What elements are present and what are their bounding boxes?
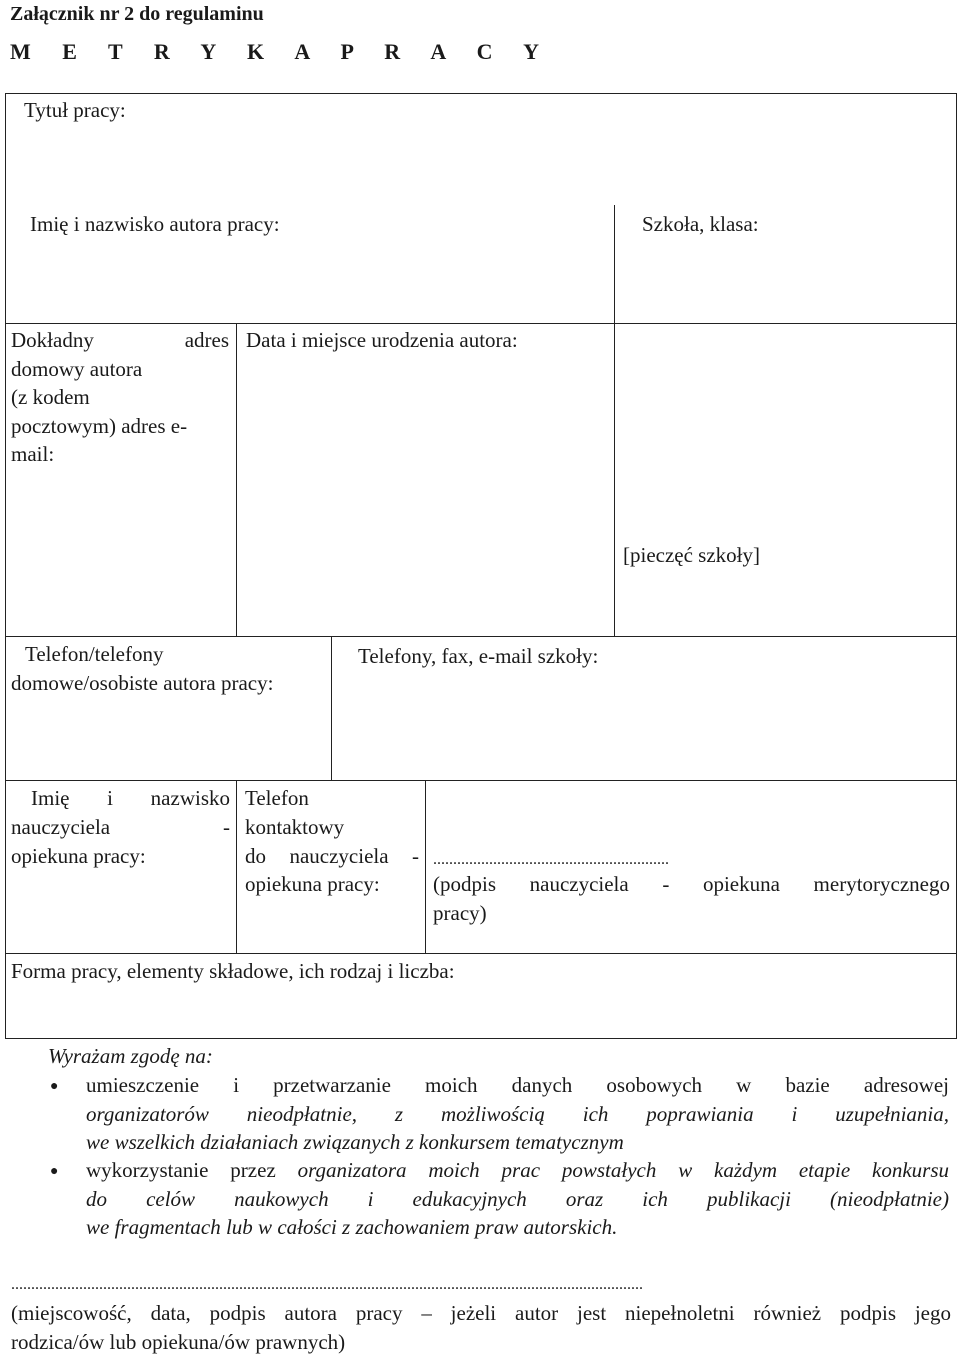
work-title-label: Tytuł pracy: [24,98,126,122]
school-class-label: Szkoła, klasa: [642,212,759,236]
teacher-signature-dots: ........................................................... [433,851,669,868]
bullet-icon: ● [50,1164,59,1179]
school-contact-label: Telefony, fax, e-mail szkoły: [358,644,599,668]
birth-date-place-label: Data i miejsce urodzenia autora: [246,328,518,352]
consent-heading: Wyrażam zgodę na: [48,1044,213,1068]
author-signature-dots: .............................................................................................................................................................. [11,1276,643,1293]
school-stamp-label: [pieczęć szkoły] [623,543,761,567]
author-name-label: Imię i nazwisko autora pracy: [30,212,280,236]
annex-label: Załącznik nr 2 do regulaminu [10,3,264,25]
page-title: M E T R Y K A P R A C Y [10,39,546,64]
work-form-label: Forma pracy, elementy składowe, ich rodzaj i liczba: [11,959,455,983]
bullet-icon: ● [50,1079,59,1094]
